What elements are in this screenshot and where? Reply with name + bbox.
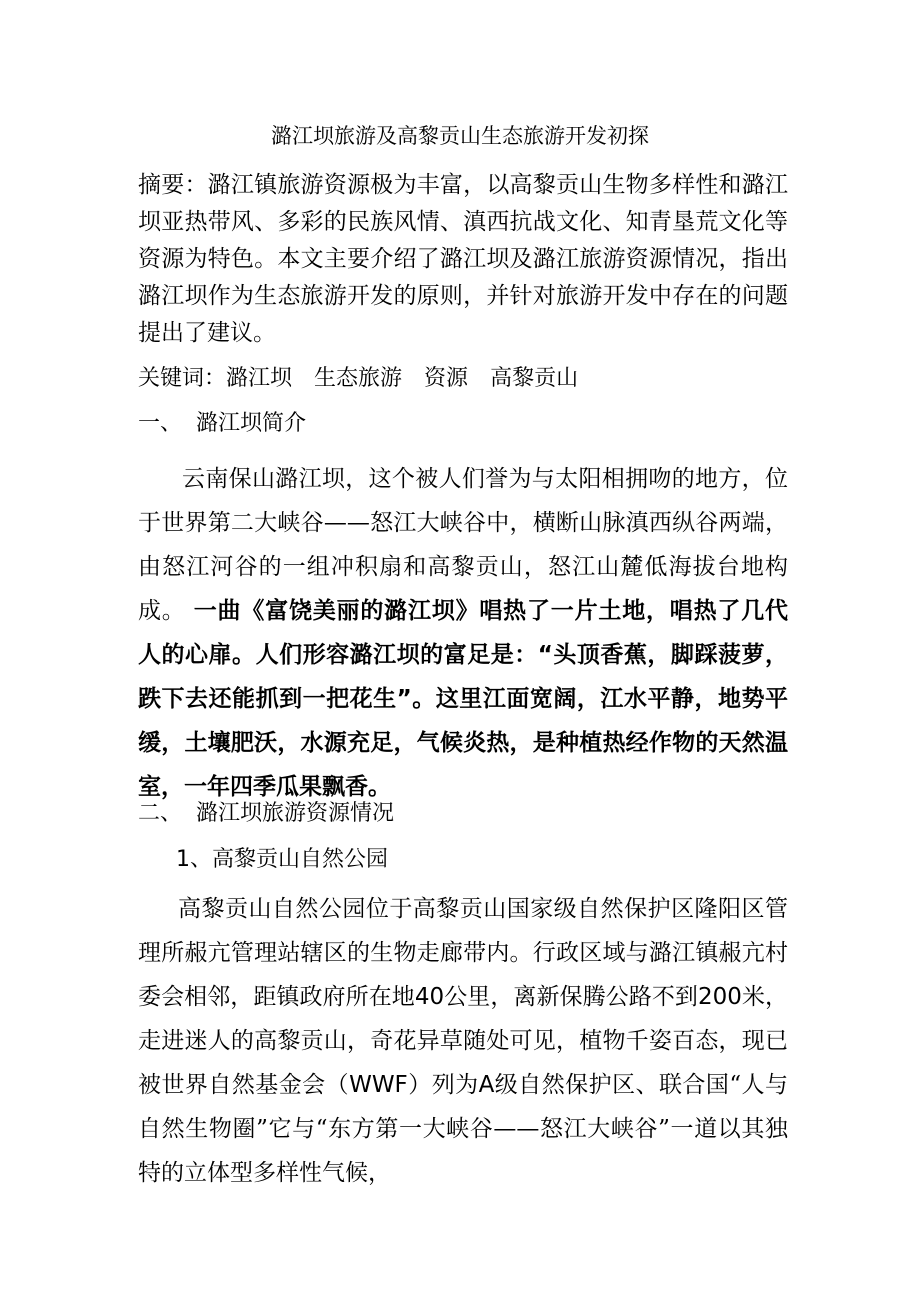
keywords-label: 关键词： [138, 366, 227, 391]
subsection-paragraph [138, 887, 788, 1195]
paragraph-text: 米，走进迷人的高黎贡山，奇花异草随处可见，植物千姿百态，现已被世界自然基金会（ [138, 984, 789, 1098]
distance-number: 40 [414, 984, 445, 1010]
paragraph-text: 高黎贡山自然公园位于高黎贡山国家级自然保护区隆阳区管理所赧亢管理站辖区的生物走廊带内。行政区域与潞江镇赧亢村委会相邻，距镇政府所在地 [138, 896, 788, 1010]
keyword-item: 生态旅游 [314, 366, 403, 391]
section-heading-2 [138, 797, 394, 831]
section-number: 二、 [138, 801, 183, 826]
section-heading-1 [138, 407, 306, 441]
subsection-number: 1 [176, 847, 190, 872]
paragraph-text: 云南保山潞江坝，这个被人们誉为与太阳相拥吻的地方，位于世界第二大峡谷——怒江大峡谷中，横断山脉滇西纵谷两端，由怒江河谷的一组冲积扇和高黎贡山，怒江山麓低海拔台地构成。 [138, 466, 788, 624]
section-number: 一、 [138, 411, 183, 436]
subsection-title: 、高黎贡山自然公园 [190, 847, 389, 872]
keyword-item: 高黎贡山 [490, 366, 579, 391]
section-title: 潞江坝旅游资源情况 [196, 801, 395, 826]
organization-abbr: WWF [349, 1072, 408, 1098]
abstract-paragraph: 摘要：潞江镇旅游资源极为丰富，以高黎贡山生物多样性和潞江坝亚热带风、多彩的民族风情、滇西抗战文化、知青垦荒文化等资源为特色。本文主要介绍了潞江坝及潞江旅游资源情况，指出潞江坝作为生态旅游开发的原则，并针对旅游开发中存在的问题提出了建议。 [138, 172, 788, 346]
paragraph-text: ）列为 [407, 1072, 479, 1098]
grade-letter: A [478, 1072, 495, 1098]
section-title: 潞江坝简介 [196, 411, 307, 436]
keyword-item: 潞江坝 [226, 366, 293, 391]
keywords-line [138, 362, 578, 396]
paragraph-text-emphasis: 一曲《富饶美丽的潞江坝》唱热了一片土地，唱热了几代人的心扉。人们形容潞江坝的富足是：“头顶香蕉，脚踩菠萝，跌下去还能抓到一把花生”。这里江面宽阔，江水平静，地势平缓，土壤肥沃，水源充足，气候炎热，是种植热经作物的天然温室，一年四季瓜果飘香。 [138, 598, 789, 800]
paragraph-text: 级自然保护区、联合国“人与自然生物圈”它与“东方第一大峡谷——怒江大峡谷”一道以其独特的立体型多样性气候， [138, 1072, 788, 1186]
paragraph-text: 公里，离新保腾公路不到 [444, 984, 698, 1010]
document-title: 潞江坝旅游及高黎贡山生态旅游开发初探 [271, 124, 649, 148]
keyword-item: 资源 [424, 366, 469, 391]
section-1-paragraph [138, 457, 788, 809]
distance-number: 200 [697, 984, 742, 1010]
subsection-heading [176, 843, 388, 877]
